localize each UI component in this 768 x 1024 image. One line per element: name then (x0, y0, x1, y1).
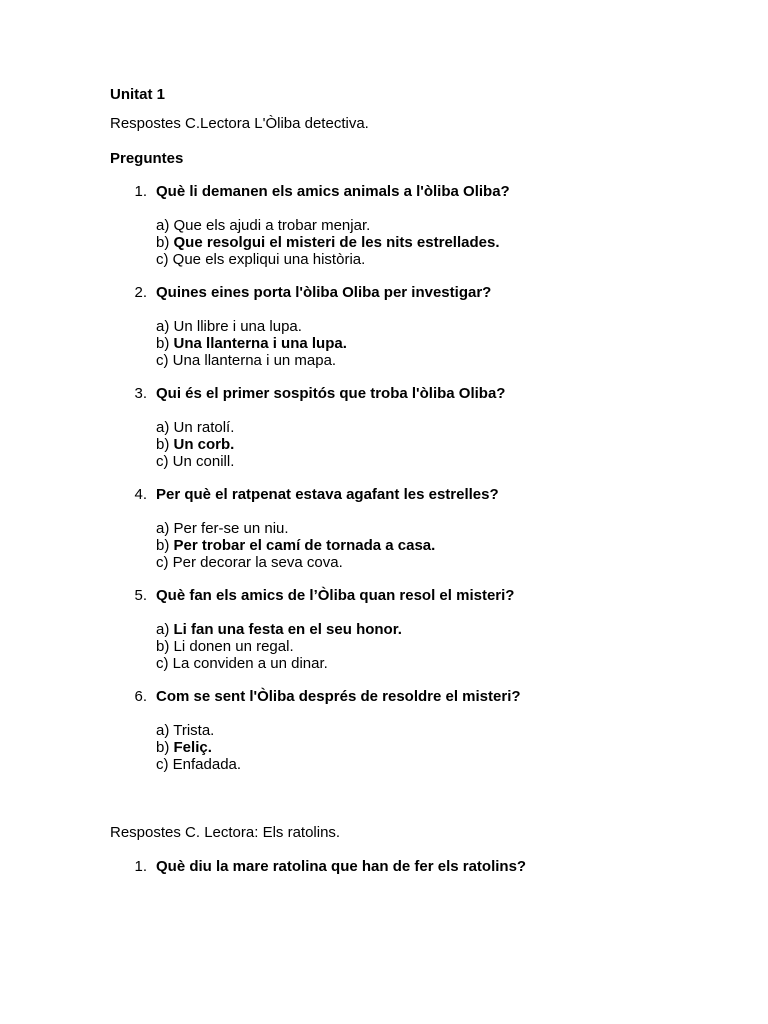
correct-answer-text: Un corb. (173, 436, 235, 453)
option-text: La conviden a un dinar. (172, 655, 328, 672)
question-number: 1. (134, 183, 147, 200)
answer-option (156, 554, 343, 571)
option-letter: c) (156, 756, 173, 773)
correct-answer-text: Que resolgui el misteri de les nits estrellades. (173, 234, 500, 251)
question-text: Què diu la mare ratolina que han de fer els ratolins? (156, 858, 527, 875)
question-text: Com se sent l'Òliba després de resoldre el misteri? (156, 688, 521, 705)
option-letter: b) (156, 436, 174, 453)
question-number: 5. (134, 587, 147, 604)
question-text: Què fan els amics de l’Òliba quan resol el misteri? (156, 587, 515, 604)
question-number: 2. (134, 284, 147, 301)
answer-option (156, 217, 370, 234)
answer-option (156, 335, 347, 352)
option-letter: c) (156, 453, 173, 470)
option-letter: c) (156, 655, 173, 672)
option-text: Un ratolí. (173, 419, 235, 436)
question-text: Qui és el primer sospitós que troba l'òliba Oliba? (156, 385, 506, 402)
option-text: Un conill. (172, 453, 235, 470)
option-text: Que els ajudi a trobar menjar. (173, 217, 371, 234)
option-letter: c) (156, 352, 173, 369)
option-letter: b) (156, 638, 174, 655)
question-number: 6. (134, 688, 147, 705)
answer-option (156, 722, 214, 739)
option-text: Que els expliqui una història. (172, 251, 366, 268)
answer-option (156, 352, 336, 369)
answer-option (156, 537, 435, 554)
question-text: Per què el ratpenat estava agafant les estrelles? (156, 486, 499, 503)
option-letter: b) (156, 739, 174, 756)
option-text: Una llanterna i un mapa. (172, 352, 337, 369)
answer-option (156, 318, 302, 335)
correct-answer-text: Li fan una festa en el seu honor. (173, 621, 402, 638)
question-number: 1. (134, 858, 147, 875)
answer-option (156, 756, 241, 773)
option-letter: a) (156, 520, 174, 537)
option-letter: b) (156, 234, 174, 251)
answer-option (156, 739, 212, 756)
option-text: Un llibre i una lupa. (173, 318, 302, 335)
option-letter: a) (156, 419, 174, 436)
correct-answer-text: Una llanterna i una lupa. (173, 335, 347, 352)
option-letter: a) (156, 318, 174, 335)
answer-option (156, 251, 365, 268)
question-text: Quines eines porta l'òliba Oliba per investigar? (156, 284, 492, 301)
option-letter: a) (156, 621, 174, 638)
option-text: Per decorar la seva cova. (172, 554, 343, 571)
answer-option (156, 638, 294, 655)
option-letter: b) (156, 537, 174, 554)
question-number: 4. (134, 486, 147, 503)
option-text: Li donen un regal. (173, 638, 294, 655)
section1-subtitle: Respostes C.Lectora L'Òliba detectiva. (110, 115, 369, 132)
question-number: 3. (134, 385, 147, 402)
unit-title: Unitat 1 (110, 86, 166, 103)
option-letter: a) (156, 217, 174, 234)
option-letter: b) (156, 335, 174, 352)
questions-heading: Preguntes (110, 150, 184, 167)
option-text: Enfadada. (172, 756, 242, 773)
correct-answer-text: Feliç. (173, 739, 212, 756)
answer-option (156, 453, 234, 470)
question-text: Què li demanen els amics animals a l'òliba Oliba? (156, 183, 510, 200)
answer-option (156, 520, 289, 537)
option-letter: c) (156, 251, 173, 268)
correct-answer-text: Per trobar el camí de tornada a casa. (173, 537, 436, 554)
section2-subtitle: Respostes C. Lectora: Els ratolins. (110, 824, 341, 841)
answer-option (156, 419, 234, 436)
answer-option (156, 621, 402, 638)
answer-option (156, 234, 499, 251)
answer-option (156, 436, 234, 453)
option-letter: c) (156, 554, 173, 571)
answer-option (156, 655, 328, 672)
option-text: Per fer-se un niu. (173, 520, 289, 537)
option-letter: a) (156, 722, 174, 739)
option-text: Trista. (173, 722, 215, 739)
